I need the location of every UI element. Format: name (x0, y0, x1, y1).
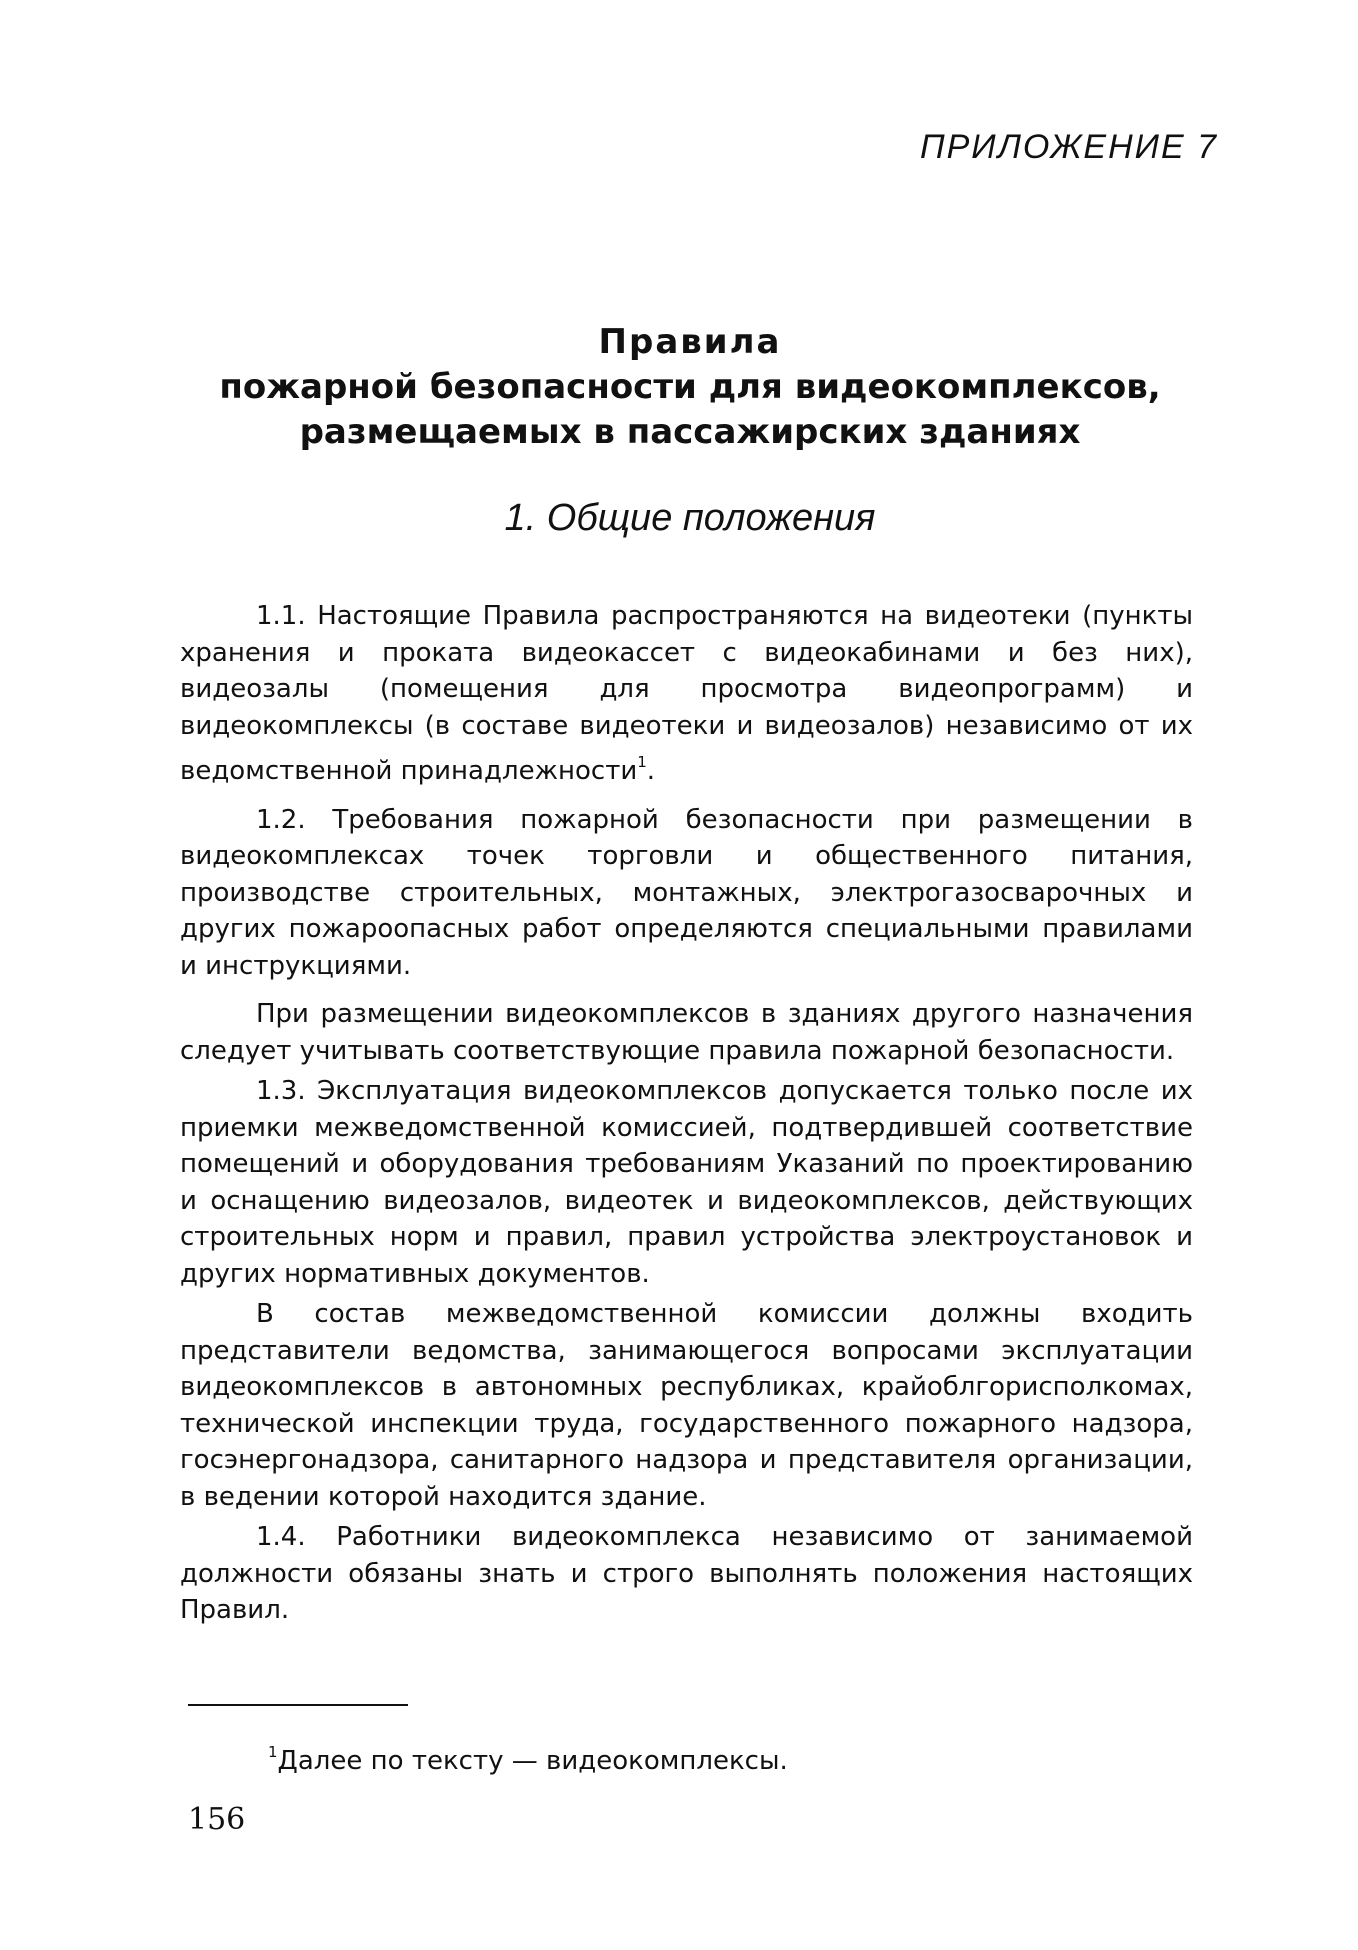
paragraph-1-2: 1.2. Требования пожарной безопасности при размещении в видеокомплексах точек торговли и общественного питания, производстве строительных, монтажных, электрогазосварочных и других пожароопасных работ определяются специальными правилами и инструкциями. (180, 804, 1193, 981)
appendix-label: ПРИЛОЖЕНИЕ 7 (919, 128, 1218, 166)
document-title (180, 320, 1200, 455)
paragraph-1-2-cont: При размещении видеокомплексов в зданиях другого назначения следует учитывать соответствующие правила пожарной безопасности. (180, 999, 1193, 1066)
footnote-divider (188, 1704, 408, 1706)
title-line-3: размещаемых в пассажирских зданиях (299, 412, 1081, 452)
footnote-marker: 1 (268, 1743, 278, 1761)
title-line-1: Правила (598, 322, 782, 362)
footnote-text: Далее по тексту — видеокомплексы. (277, 1746, 788, 1776)
paragraph-1-1: 1.1. Настоящие Правила распространяются на видеотеки (пункты хранения и проката видеокассет с видеокабинами и без них), видеозалы (помещения для просмотра видеопрограмм) и видеокомплексы (в составе видеотеки и видеозалов) независимо от их ведомственной принадлежности$^1$. (180, 601, 1193, 786)
paragraph-1-3-cont: В состав межведомственной комиссии должны входить представители ведомства, занимающегося вопросами эксплуатации видеокомплексов в автономных республиках, крайоблгорисполкомах, технической инспекции труда, государственного пожарного надзора, госэнергонадзора, санитарного надзора и представителя организации, в ведении которой находится здание. (180, 1299, 1193, 1512)
paragraph-1-3: 1.3. Эксплуатация видеокомплексов допускается только после их приемки межведомственной комиссией, подтвердившей соответствие помещений и оборудования требованиям Указаний по проектированию и оснащению видеозалов, видеотек и видеокомплексов, действующих строительных норм и правил, правил устройства электроустановок и других нормативных документов. (180, 1076, 1193, 1289)
title-line-2: пожарной безопасности для видеокомплексов, (219, 367, 1161, 407)
footnote-reference: 1 (637, 753, 647, 771)
footnote (268, 1734, 788, 1779)
paragraph-1-4: 1.4. Работники видеокомплекса независимо от занимаемой должности обязаны знать и строго выполнять положения настоящих Правил. (180, 1522, 1193, 1625)
page-number: 156 (188, 1802, 246, 1837)
section-heading: 1. Общие положения (504, 497, 876, 539)
body-text (180, 598, 1193, 1641)
